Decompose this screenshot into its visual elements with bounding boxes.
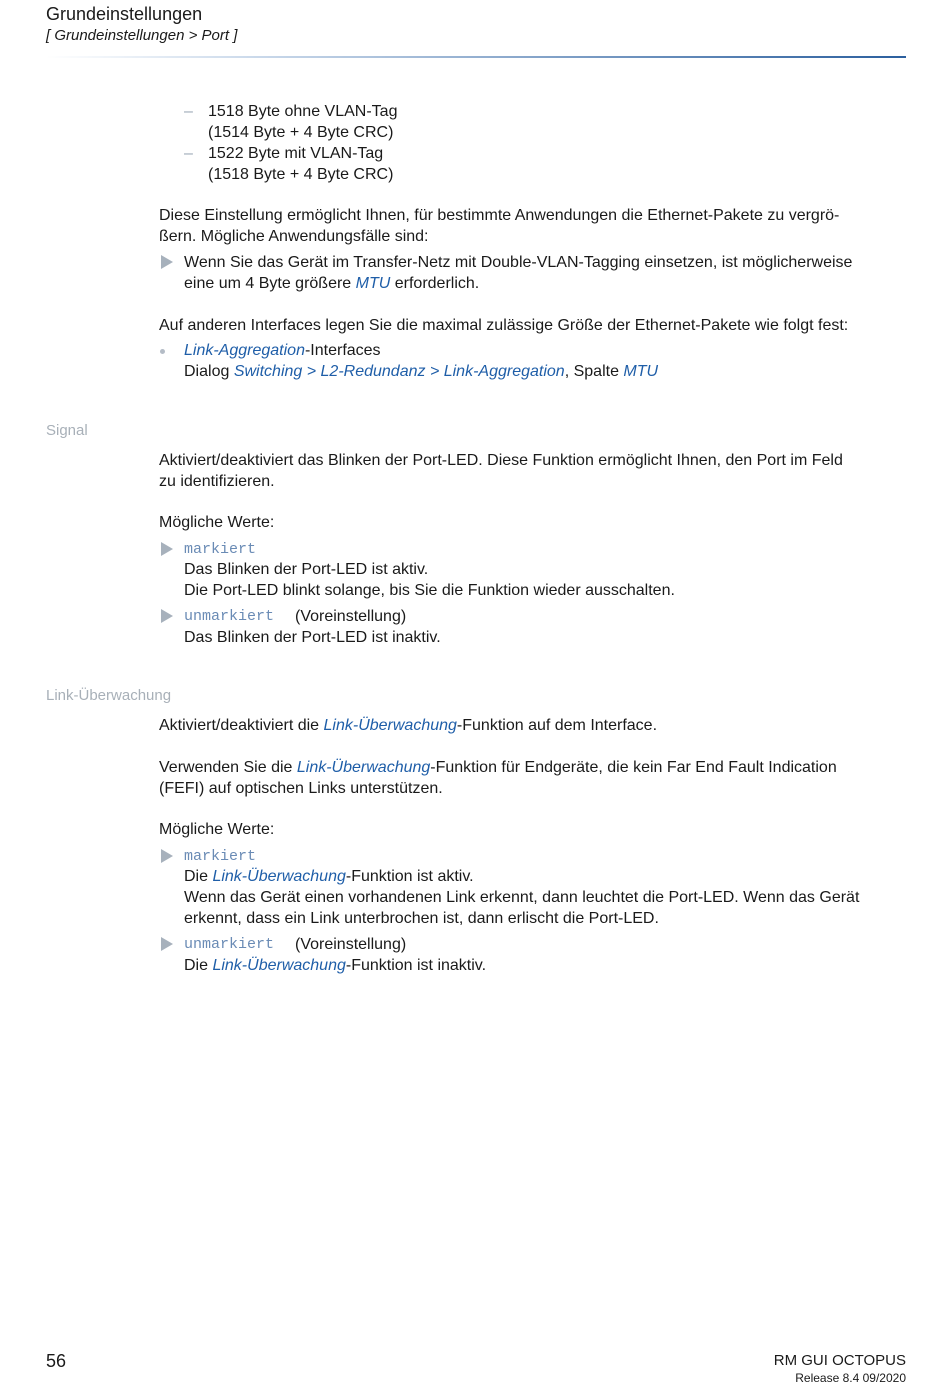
link-monitor-link[interactable]: Link-Überwachung — [212, 957, 346, 974]
link-monitor-opt2-line1 — [184, 956, 486, 976]
text: eine um 4 Byte größere — [184, 275, 356, 292]
signal-opt2-line1: Das Blinken der Port-LED ist inaktiv. — [184, 629, 441, 646]
text: Verwenden Sie die — [159, 759, 297, 776]
link-monitor-use-line2: (FEFI) auf optischen Links unterstützen. — [159, 780, 443, 797]
text: -Funktion ist inaktiv. — [345, 957, 487, 974]
link-agg-item — [184, 341, 381, 361]
text: Aktiviert/deaktiviert die — [159, 717, 324, 734]
mtu-case-line1: Wenn Sie das Gerät im Transfer-Netz mit Double-VLAN-Tagging einsetzen, ist möglicherweise — [184, 254, 853, 271]
link-monitor-option-markiert: markiert — [184, 848, 257, 865]
signal-option-unmarkiert: unmarkiert — [184, 608, 275, 625]
link-agg-dialog — [184, 362, 658, 382]
signal-opt2-default: (Voreinstellung) — [295, 608, 407, 625]
footer-release: Release 8.4 09/2020 — [795, 1371, 906, 1385]
dash-item-1-line2: (1514 Byte + 4 Byte CRC) — [208, 124, 394, 141]
link-monitor-link[interactable]: Link-Überwachung — [323, 717, 457, 734]
header-divider — [46, 56, 906, 58]
page-header-breadcrumb: [ Grundeinstellungen > Port ] — [46, 27, 238, 44]
link-monitor-link[interactable]: Link-Überwachung — [212, 868, 346, 885]
page-number: 56 — [46, 1351, 67, 1371]
link-aggregation-link[interactable]: Link-Aggregation — [184, 342, 305, 359]
signal-desc-line2: zu identifizieren. — [159, 473, 275, 490]
section-label-link-monitor: Link-Überwachung — [46, 687, 172, 704]
link-monitor-opt1-line3: erkennt, dass ein Link unterbrochen ist, dann erlischt die Port-LED. — [184, 910, 659, 927]
text: Die — [184, 868, 213, 885]
section-label-signal: Signal — [46, 422, 88, 439]
mtu-intro-line1: Diese Einstellung ermöglicht Ihnen, für bestimmte Anwendungen die Ethernet-Pakete zu vergrö- — [159, 207, 840, 224]
dash-bullet: – — [184, 103, 193, 120]
text: erforderlich. — [390, 275, 480, 292]
dash-bullet: – — [184, 145, 193, 162]
triangle-bullet-icon — [161, 609, 173, 623]
triangle-bullet-icon — [161, 255, 173, 269]
text: -Funktion für Endgeräte, die kein Far End Fault Indication — [430, 759, 837, 776]
page-header-title: Grundeinstellungen — [46, 4, 203, 24]
mtu-link[interactable]: MTU — [355, 275, 391, 292]
triangle-bullet-icon — [161, 937, 173, 951]
mtu-intro-line2: ßern. Mögliche Anwendungsfälle sind: — [159, 228, 429, 245]
signal-possible-values: Mögliche Werte: — [159, 514, 275, 531]
link-monitor-use-line1 — [159, 758, 837, 778]
dot-bullet-icon — [160, 349, 165, 354]
signal-desc-line1: Aktiviert/deaktiviert das Blinken der Port-LED. Diese Funktion ermöglicht Ihnen, den Port im Feld — [159, 452, 843, 469]
triangle-bullet-icon — [161, 542, 173, 556]
text: -Funktion auf dem Interface. — [456, 717, 658, 734]
link-monitor-option-unmarkiert: unmarkiert — [184, 936, 275, 953]
text: -Interfaces — [304, 342, 381, 359]
triangle-bullet-icon — [161, 849, 173, 863]
link-monitor-link[interactable]: Link-Überwachung — [296, 759, 431, 776]
dash-item-2-line2: (1518 Byte + 4 Byte CRC) — [208, 166, 394, 183]
link-monitor-opt1-line1 — [184, 867, 474, 887]
dash-item-1-line1: 1518 Byte ohne VLAN-Tag — [208, 103, 398, 120]
dash-item-2-line1: 1522 Byte mit VLAN-Tag — [208, 145, 384, 162]
link-monitor-desc — [159, 716, 657, 736]
mtu-case-line2 — [184, 274, 479, 294]
signal-option-markiert: markiert — [184, 541, 257, 558]
text: -Funktion ist aktiv. — [345, 868, 474, 885]
text: , Spalte — [564, 363, 624, 380]
signal-opt1-line1: Das Blinken der Port-LED ist aktiv. — [184, 561, 429, 578]
other-interfaces-text: Auf anderen Interfaces legen Sie die maximal zulässige Größe der Ethernet-Pakete wie folgt fest: — [159, 317, 849, 334]
text: Dialog — [184, 363, 234, 380]
link-monitor-opt1-line2: Wenn das Gerät einen vorhandenen Link erkennt, dann leuchtet die Port-LED. Wenn das Gerät — [184, 889, 860, 906]
text: Die — [184, 957, 213, 974]
dialog-path-link[interactable]: Switching > L2-Redundanz > Link-Aggregation — [233, 363, 565, 380]
link-monitor-possible-values: Mögliche Werte: — [159, 821, 275, 838]
link-monitor-opt2-default: (Voreinstellung) — [295, 936, 407, 953]
footer-doc-title: RM GUI OCTOPUS — [773, 1352, 906, 1369]
mtu-column-link[interactable]: MTU — [623, 363, 659, 380]
signal-opt1-line2: Die Port-LED blinkt solange, bis Sie die Funktion wieder ausschalten. — [184, 582, 675, 599]
